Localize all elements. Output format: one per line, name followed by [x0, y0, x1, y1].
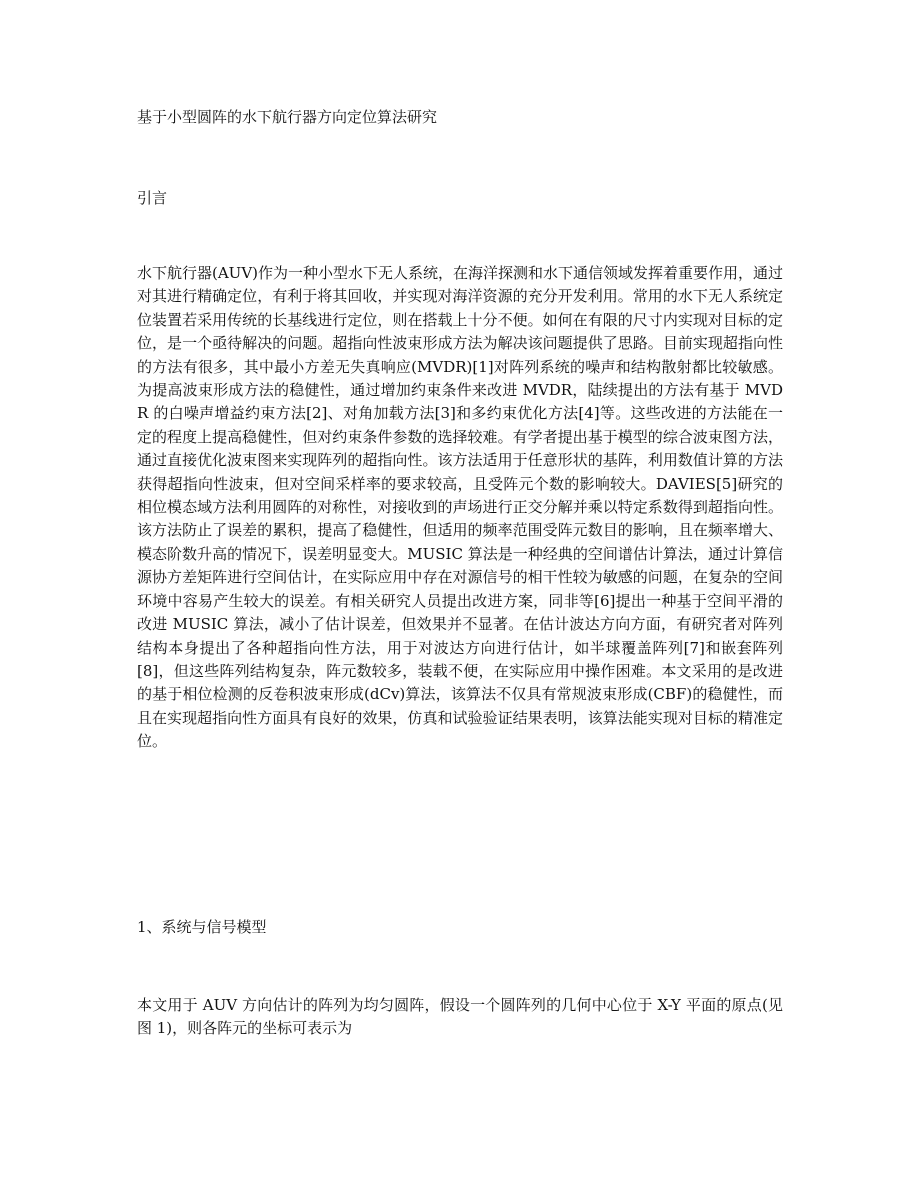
system-model-paragraph: 本文用于 AUV 方向估计的阵列为均匀圆阵，假设一个圆阵列的几何中心位于 X-Y 平面的原点(见图 1)，则各阵元的坐标可表示为	[137, 996, 783, 1038]
introduction-paragraph: 水下航行器(AUV)作为一种小型水下无人系统，在海洋探测和水下通信领域发挥着重要作用，通过对其进行精确定位，有利于将其回收，并实现对海洋资源的充分开发利用。常用的水下无人系统定位装置若采用传统的长基线进行定位，则在搭载上十分不便。如何在有限的尺寸内实现对目标的定位，是一个亟待解决的问题。超指向性波束形成方法为解决该问题提供了思路。目前实现超指向性的方法有很多，其中最小方差无失真响应(MVDR)[1]对阵列系统的噪声和结构散射都比较敏感。为提高波束形成方法的稳健性，通过增加约束条件来改进 MVDR，陆续提出的方法有基于 MVDR 的白噪声增益约束方法[2]、对角加载方法[3]和多约束优化方法[4]等。这些改进的方法能在一定的程度上提高稳健性，但对约束条件参数的选择较难。有学者提出基于模型的综合波束图方法，通过直接优化波束图来实现阵列的超指向性。该方法适用于任意形状的基阵，利用数值计算的方法获得超指向性波束，但对空间采样率的要求较高，且受阵元个数的影响较大。DAVIES[5]研究的相位模态域方法利用圆阵的对称性，对接收到的声场进行正交分解并乘以特定系数得到超指向性。该方法防止了误差的累积，提高了稳健性，但适用的频率范围受阵元数目的影响，且在频率增大、模态阶数升高的情况下，误差明显变大。MUSIC 算法是一种经典的空间谱估计算法，通过计算信源协方差矩阵进行空间估计，在实际应用中存在对源信号的相干性较为敏感的问题，在复杂的空间环境中容易产生较大的误差。有相关研究人员提出改进方案，同非等[6]提出一种基于空间平滑的改进 MUSIC 算法，减小了估计误差，但效果并不显著。在估计波达方向方面，有研究者对阵列结构本身提出了各种超指向性方法，用于对波达方向进行估计，如半球覆盖阵列[7]和嵌套阵列[8]，但这些阵列结构复杂，阵元数较多，装载不便，在实际应用中操作困难。本文采用的是改进的基于相位检测的反卷积波束形成(dCv)算法，该算法不仅具有常规波束形成(CBF)的稳健性，而且在实现超指向性方面具有良好的效果，仿真和试验验证结果表明，该算法能实现对目标的精准定位。	[137, 264, 784, 751]
section-heading-introduction: 引言	[137, 189, 168, 207]
document-title: 基于小型圆阵的水下航行器方向定位算法研究	[137, 108, 438, 126]
section-heading-system-model: 1、系统与信号模型	[137, 918, 267, 936]
